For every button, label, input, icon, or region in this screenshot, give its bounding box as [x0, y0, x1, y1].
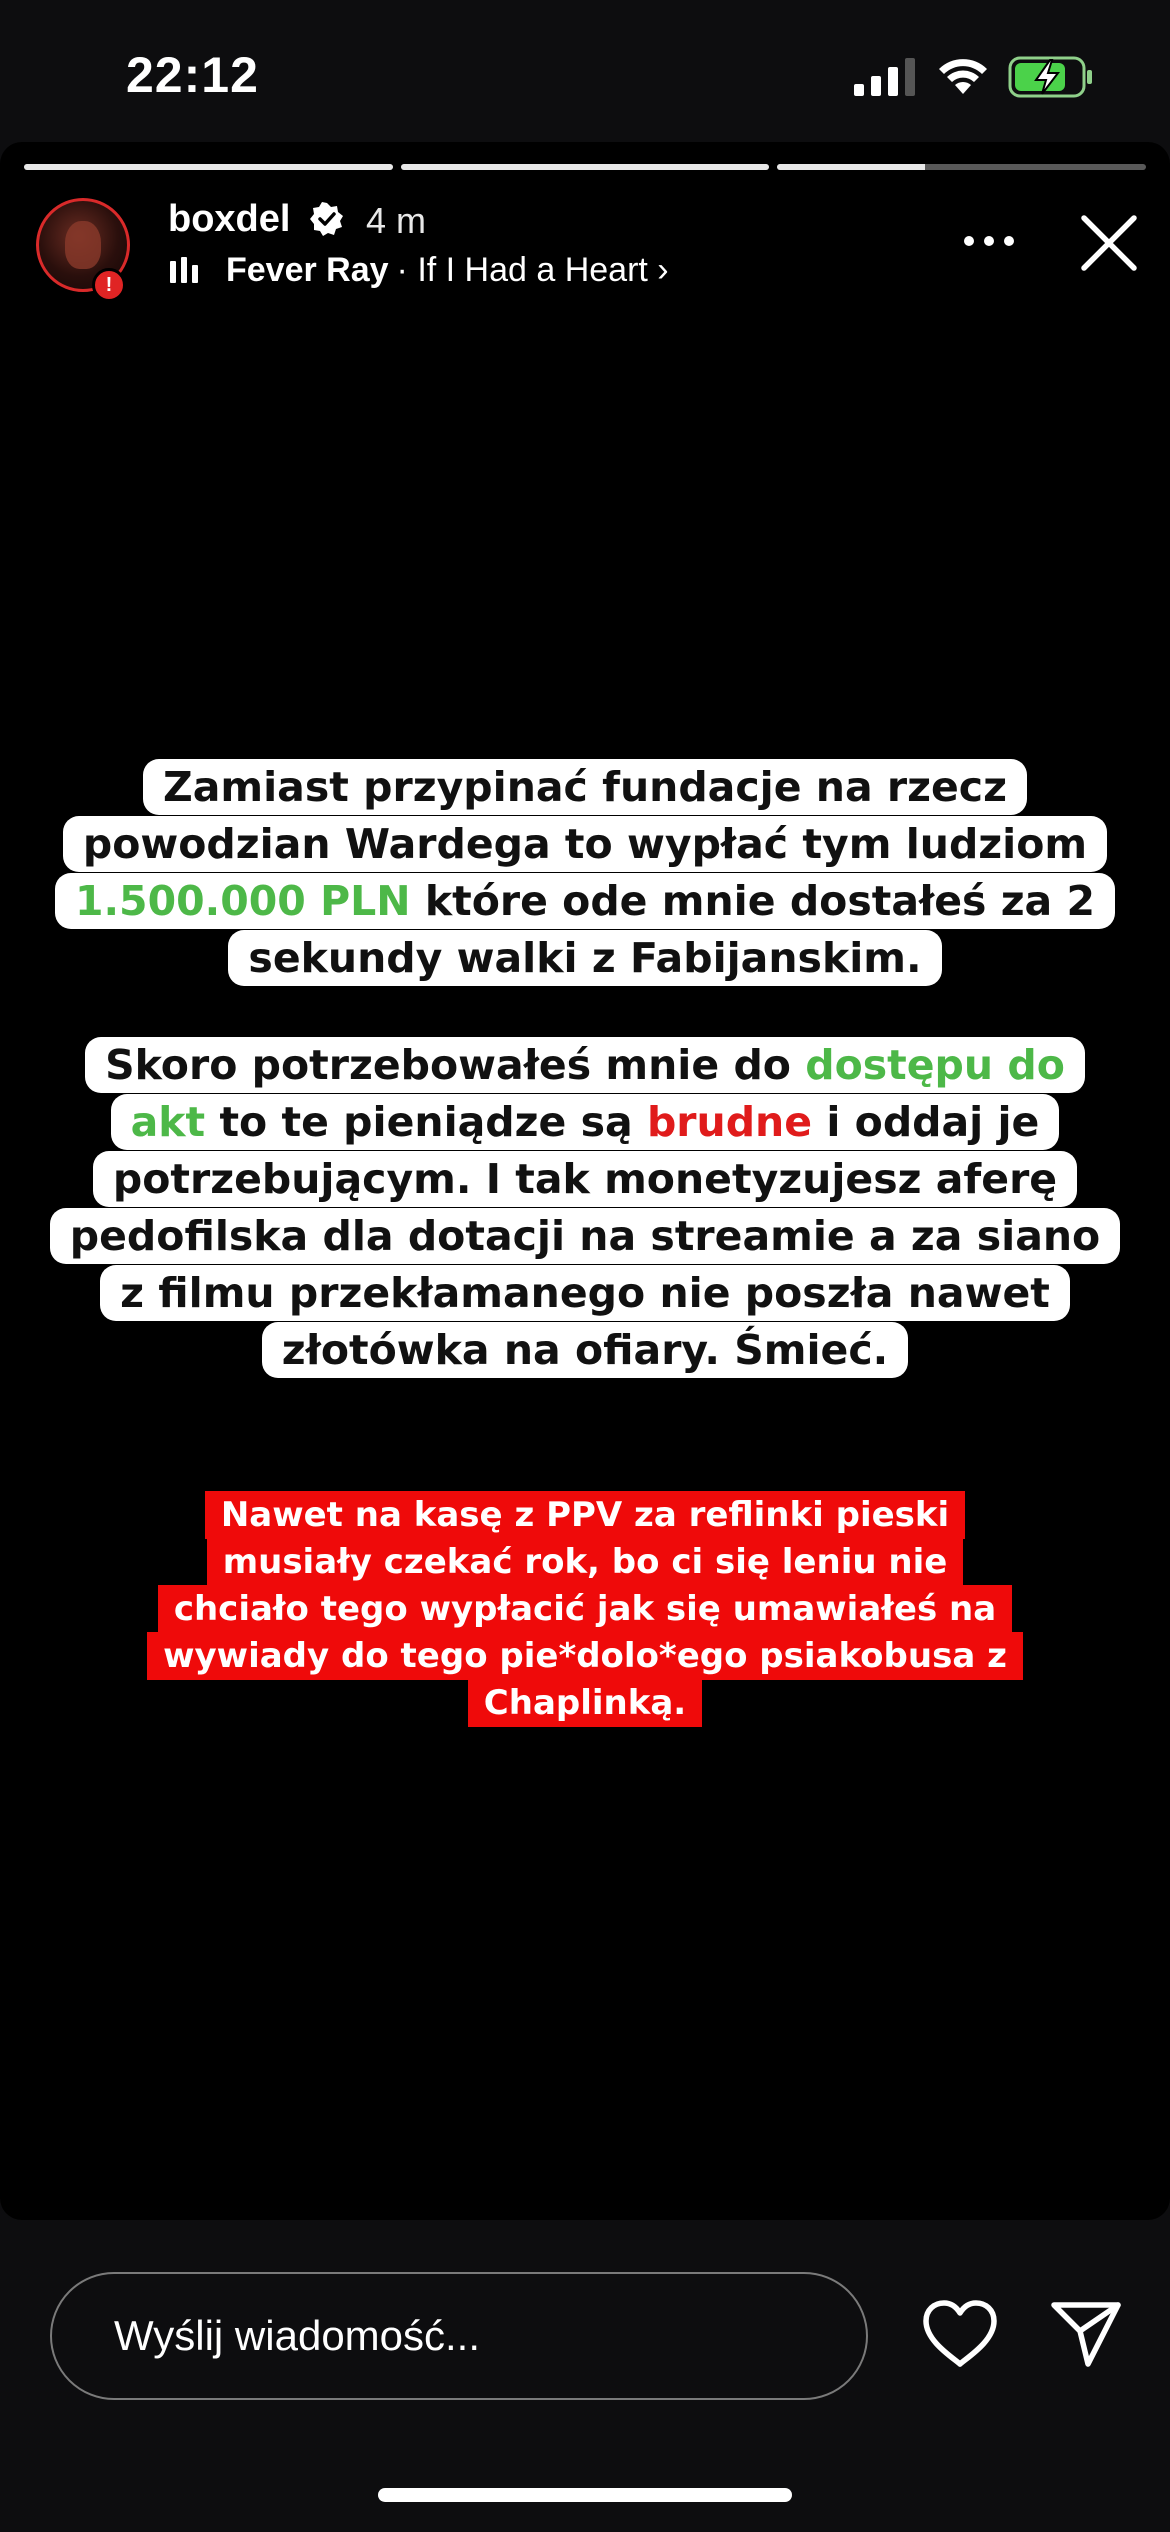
- progress-fill: [24, 164, 393, 170]
- story-viewer[interactable]: [0, 142, 1170, 2220]
- music-artist: Fever Ray: [226, 250, 389, 289]
- message-placeholder: Wyślij wiadomość...: [114, 2312, 481, 2359]
- caption-text: które ode mnie dostałeś za 2: [410, 877, 1096, 925]
- caption-line: musiały czekać rok, bo ci się leniu nie: [207, 1538, 964, 1586]
- progress-fill: [777, 164, 924, 170]
- send-icon[interactable]: [1050, 2300, 1122, 2368]
- caption-text: i oddaj je: [812, 1098, 1040, 1146]
- caption-highlight-green: akt: [130, 1098, 206, 1146]
- caption-highlight-green: 1.500.000 PLN: [74, 877, 411, 925]
- avatar-face: [65, 221, 101, 269]
- story-header: [0, 190, 1170, 300]
- caption-line: powodzian Wardega to wypłać tym ludziom: [63, 816, 1107, 872]
- post-time: 4 m: [366, 200, 427, 241]
- progress-fill: [401, 164, 770, 170]
- avatar-badge: !: [92, 268, 126, 302]
- caption-line: potrzebującym. I tak monetyzujesz aferę: [93, 1151, 1077, 1207]
- signal-icon: [854, 58, 916, 96]
- caption-line: chciało tego wypłacić jak się umawiałeś na: [158, 1585, 1012, 1633]
- story-progress: [24, 164, 1146, 170]
- close-icon[interactable]: [1078, 212, 1140, 274]
- caption-line: [85, 1037, 1085, 1093]
- caption-line: [55, 873, 1115, 929]
- caption-line: sekundy walki z Fabijanskim.: [228, 930, 941, 986]
- message-input[interactable]: [50, 2272, 868, 2400]
- music-song: · If I Had a Heart ›: [396, 250, 669, 289]
- more-icon[interactable]: [962, 234, 1016, 248]
- progress-segment: [401, 164, 770, 170]
- caption-line: Nawet na kasę z PPV za reflinki pieski: [205, 1491, 965, 1539]
- progress-segment: [777, 164, 1146, 170]
- music-attribution[interactable]: [170, 250, 669, 290]
- caption-highlight-red: brudne: [646, 1098, 813, 1146]
- caption-text: to te pieniądze są: [205, 1098, 647, 1146]
- caption-box-1: [40, 759, 1130, 987]
- caption-line: Chaplinką.: [468, 1679, 702, 1727]
- caption-line: pedofilska dla dotacji na streamie a za siano: [50, 1208, 1120, 1264]
- music-bars-icon: [170, 257, 200, 283]
- status-bar: [0, 0, 1170, 140]
- caption-line: wywiady do tego pie*dolo*ego psiakobusa z: [147, 1632, 1023, 1680]
- caption-line: złotówka na ofiary. Śmieć.: [262, 1322, 908, 1378]
- caption-line: [111, 1094, 1060, 1150]
- caption-box-2: [40, 1037, 1130, 1379]
- verified-icon: [310, 202, 344, 236]
- caption-line: Zamiast przypinać fundacje na rzecz: [143, 759, 1027, 815]
- caption-box-3: [140, 1492, 1030, 1727]
- battery-icon: [1008, 56, 1094, 98]
- caption-highlight-green: dostępu do: [805, 1041, 1065, 1089]
- wifi-icon: [938, 56, 988, 96]
- caption-text: Skoro potrzebowałeś mnie do: [105, 1041, 806, 1089]
- status-time: 22:12: [126, 47, 259, 103]
- username[interactable]: boxdel: [168, 198, 291, 240]
- progress-segment: [24, 164, 393, 170]
- caption-line: z filmu przekłamanego nie poszła nawet: [100, 1265, 1070, 1321]
- home-indicator: [378, 2488, 792, 2502]
- heart-icon[interactable]: [922, 2300, 998, 2368]
